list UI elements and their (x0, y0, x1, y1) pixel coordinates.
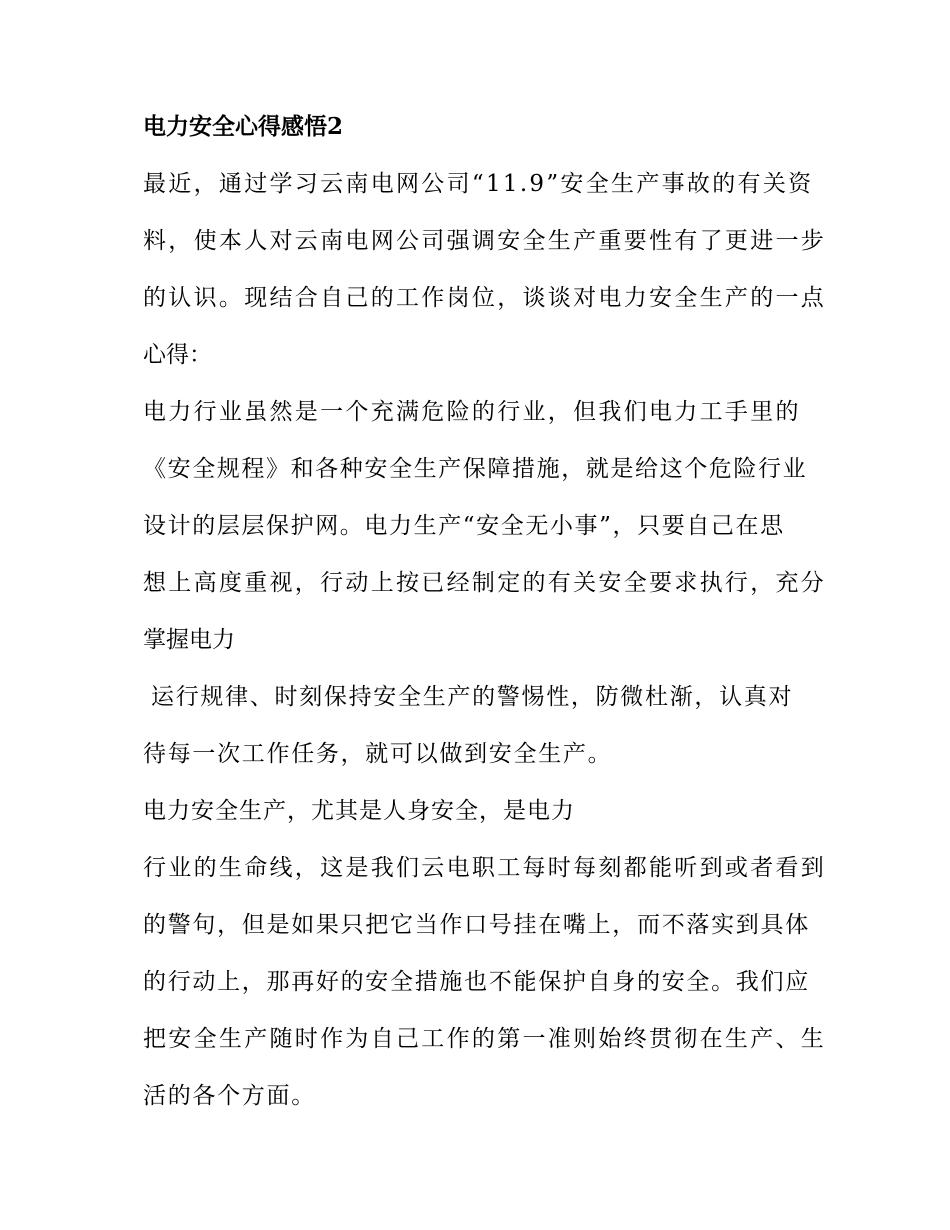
text-line-8: 想上高度重视，行动上按已经制定的有关安全要求执行，充分 (143, 570, 827, 596)
document-title: 电力安全心得感悟2 (143, 113, 344, 140)
text-line-10: 运行规律、时刻保持安全生产的警惕性，防微杜渐，认真对 (151, 684, 794, 710)
text-line-14: 的警句，但是如果只把它当作口号挂在嘴上，而不落实到具体 (143, 912, 810, 938)
text-line-9: 掌握电力 (143, 627, 235, 653)
text-line-3: 的认识。现结合自己的工作岗位，谈谈对电力安全生产的一点 (143, 285, 827, 311)
text-line-7: 设计的层层保护网。电力生产“安全无小事”，只要自己在思 (143, 513, 785, 539)
text-line-17: 活的各个方面。 (143, 1083, 316, 1109)
text-line-6: 《安全规程》和各种安全生产保障措施，就是给这个危险行业 (143, 456, 808, 482)
text-line-12: 电力安全生产，尤其是人身安全，是电力 (143, 798, 575, 824)
text-line-4: 心得： (143, 342, 212, 368)
text-line-16: 把安全生产随时作为自己工作的第一准则始终贯彻在生产、生 (143, 1026, 827, 1052)
document-page (143, 0, 827, 1230)
text-line-11: 待每一次工作任务，就可以做到安全生产。 (143, 741, 613, 767)
text-line-2: 料，使本人对云南电网公司强调安全生产重要性有了更进一步 (143, 228, 827, 254)
text-line-13: 行业的生命线，这是我们云电职工每时每刻都能听到或者看到 (143, 855, 827, 881)
text-line-1: 最近，通过学习云南电网公司“11.9”安全生产事故的有关资 (143, 171, 814, 197)
text-line-5: 电力行业虽然是一个充满危险的行业，但我们电力工手里的 (143, 399, 801, 425)
text-line-15: 的行动上，那再好的安全措施也不能保护自身的安全。我们应 (143, 969, 810, 995)
